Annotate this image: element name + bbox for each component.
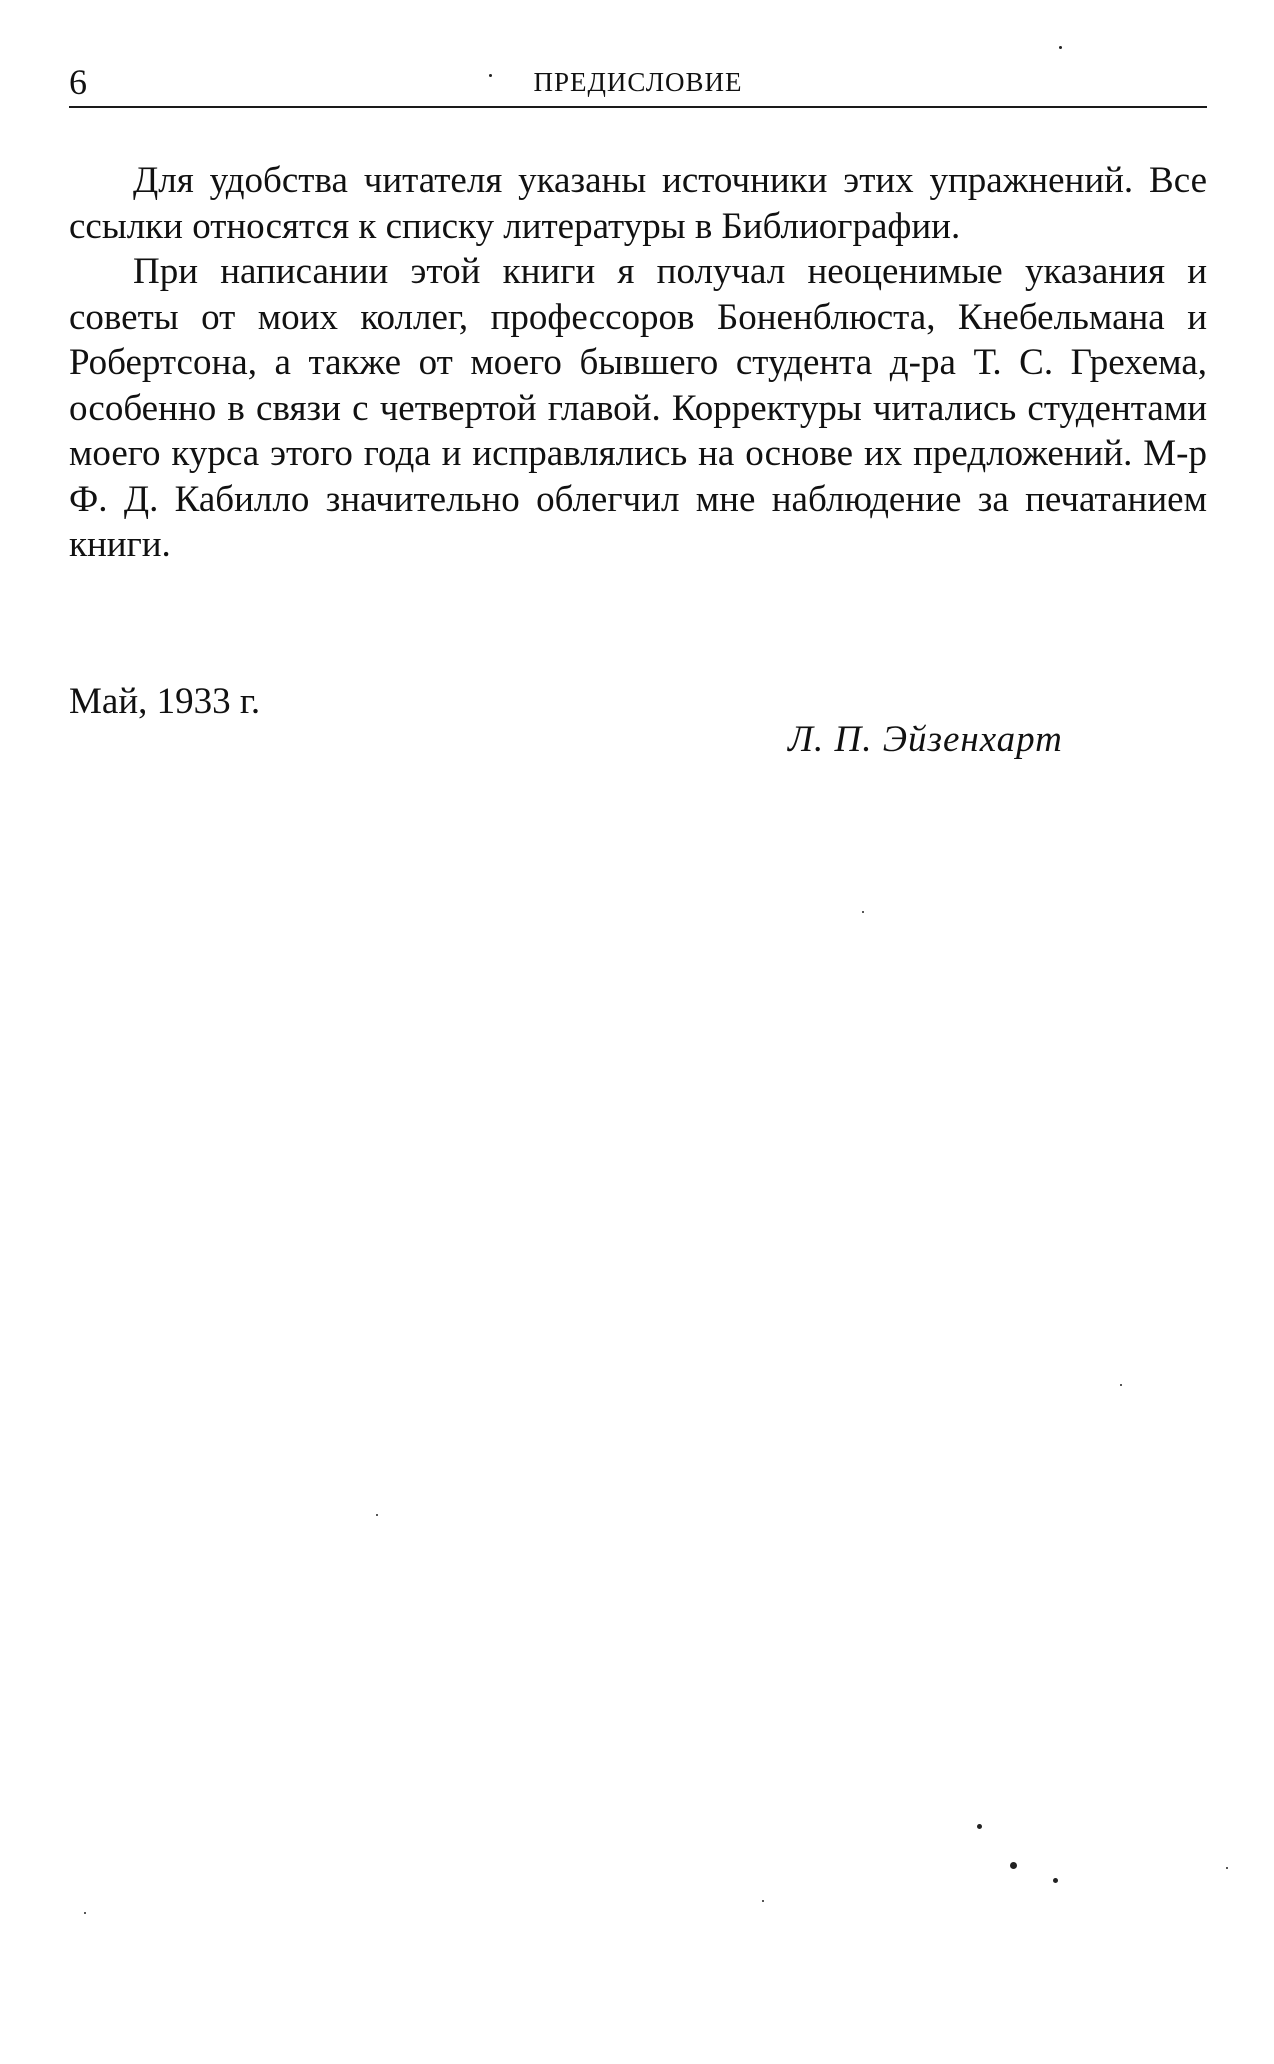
print-speck: [1120, 1384, 1122, 1386]
page-number: 6: [69, 62, 87, 102]
print-speck: [1053, 1878, 1058, 1883]
print-speck: [1226, 1867, 1228, 1869]
print-speck: [977, 1824, 982, 1829]
author-signature: Л. П. Эйзенхарт: [788, 719, 1063, 760]
date-line: Май, 1933 г.: [69, 681, 261, 722]
running-title: ПРЕДИСЛОВИЕ: [533, 67, 743, 97]
paragraph-acknowledgements: При написании этой книги я получал неоценимые указания и советы от моих коллег, профессоров Боненблюста, Кнебельмана и Робертсона, а также от моего бывшего студента д-ра Т. С. Грехема, особенно в связи с четвертой главой. Корректуры читались студентами моего курса этого года и исправлялись на основе их предложений. М-р Ф. Д. Кабилло значительно облегчил мне наблюдение за печатанием книги.: [69, 251, 1207, 565]
print-speck: [1010, 1862, 1017, 1869]
running-header: [69, 58, 1207, 108]
print-speck: [376, 1514, 378, 1516]
print-speck: [84, 1912, 86, 1914]
print-speck: [862, 911, 864, 913]
print-speck: [762, 1900, 764, 1902]
paragraph-exercise-sources: Для удобства читателя указаны источники этих упражнений. Все ссылки относятся к списку литературы в Библиографии.: [69, 160, 1207, 247]
print-speck: [489, 74, 492, 77]
preface-text: [69, 158, 1207, 568]
print-speck: [1059, 46, 1062, 49]
